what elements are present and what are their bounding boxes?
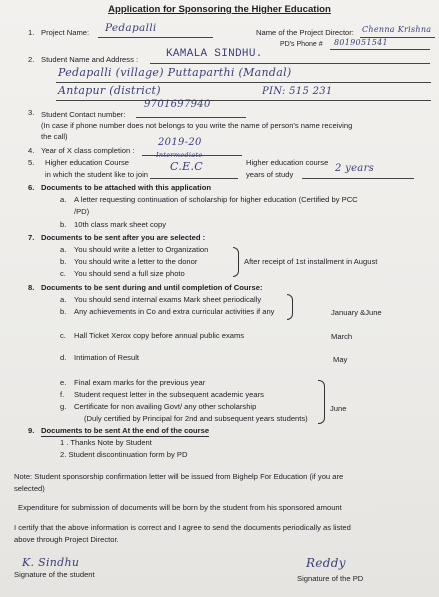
pd-phone-label: PD's Phone # — [280, 41, 323, 48]
section-8-a-text: You should send internal exams Mark sheet periodically — [74, 295, 262, 304]
course-years-value[interactable]: 2 years — [335, 163, 375, 174]
section-8-c-text: Hall Ticket Xerox copy before annual public exams — [74, 331, 245, 340]
student-name-line — [150, 63, 430, 64]
section-6-heading: Documents to be attached with this application — [41, 183, 212, 192]
section-7-c-letter: c. — [60, 269, 66, 278]
section-8-b-text: Any achievements in Co and extra curricular activities if any — [74, 307, 275, 316]
section-9-item-2: 2. Student discontinuation form by PD — [60, 450, 188, 459]
student-name-value[interactable]: KAMALA SINDHU. — [166, 48, 263, 60]
section-8-d-when: May — [333, 355, 348, 364]
project-director-label: Name of the Project Director: — [256, 28, 354, 37]
certification-statement-cont: above through Project Director. — [14, 535, 119, 544]
section-8-b-letter: b. — [60, 307, 67, 316]
form-title: Application for Sponsoring the Higher Education — [108, 4, 331, 15]
student-signature-value[interactable]: K. Sindhu — [22, 556, 80, 569]
section-8-e-text: Final exam marks for the previous year — [74, 378, 206, 387]
section-8-ab-brace — [287, 294, 293, 320]
contact-number-value[interactable]: 9701697940 — [144, 99, 211, 110]
section-8-efg-brace — [318, 380, 325, 424]
pd-signature-label: Signature of the PD — [297, 574, 364, 583]
section-5-number: 5. — [28, 158, 35, 167]
section-6-a-letter: a. — [60, 195, 67, 204]
section-3-number: 3. — [28, 108, 35, 117]
address-line-1 — [56, 82, 431, 83]
section-7-a-text: You should write a letter to Organization — [74, 245, 209, 254]
contact-number-note: (In case if phone number does not belongs to you write the name of person's name receiving — [41, 121, 353, 130]
x-class-year-value[interactable]: 2019-20 — [158, 137, 202, 148]
section-7-a-letter: a. — [60, 245, 67, 254]
confirmation-note-cont: selected) — [14, 484, 45, 493]
section-9-number: 9. — [28, 426, 35, 435]
section-8-c-when: March — [331, 332, 353, 341]
project-name-label: Project Name: — [41, 28, 90, 37]
section-8-d-letter: d. — [60, 353, 67, 362]
section-8-d-text: Intimation of Result — [74, 353, 139, 362]
section-8-e-letter: e. — [60, 378, 67, 387]
section-6-a-text: A letter requesting continuation of scholarship for higher education (Certified by PCC — [74, 195, 358, 204]
contact-number-label: Student Contact number: — [41, 110, 126, 119]
section-8-c-letter: c. — [60, 331, 66, 340]
course-years-label-2: years of study — [246, 170, 294, 179]
student-name-address-label: Student Name and Address : — [41, 55, 139, 64]
section-8-ab-when: January &June — [331, 308, 382, 317]
section-6-a-text-cont: /PD) — [74, 207, 90, 216]
contact-number-note-cont: the call) — [41, 132, 68, 141]
address-value-2[interactable]: Antapur (district) — [58, 84, 161, 97]
address-value-1[interactable]: Pedapalli (village) Puttaparthi (Mandal) — [58, 66, 292, 79]
address-line-2 — [56, 100, 431, 101]
confirmation-note: Note: Student sponsorship confirmation letter will be issued from Bighelp For Education (if you are — [14, 472, 344, 481]
pd-signature-value[interactable]: Reddy — [306, 556, 346, 570]
course-value[interactable]: C.E.C — [170, 160, 203, 173]
x-class-year-label: Year of X class completion : — [41, 146, 135, 155]
expenditure-note: Expenditure for submission of documents will be born by the student from his sponsored amount — [18, 503, 342, 512]
course-years-line — [302, 178, 414, 179]
section-1-number: 1. — [28, 28, 35, 37]
course-line — [150, 178, 238, 179]
section-8-a-letter: a. — [60, 295, 67, 304]
course-label-2: in which the student like to join — [45, 170, 148, 179]
project-director-value[interactable]: Chenna Krishna — [362, 25, 432, 34]
section-8-number: 8. — [28, 283, 35, 292]
pd-phone-value[interactable]: 8019051541 — [334, 38, 388, 47]
section-7-b-letter: b. — [60, 257, 67, 266]
section-8-g-letter: g. — [60, 402, 67, 411]
section-8-efg-when: June — [330, 404, 347, 413]
course-label-1: Higher education Course — [45, 158, 130, 167]
section-6-b-letter: b. — [60, 220, 67, 229]
project-name-line — [98, 37, 213, 38]
section-8-g-text: Certificate for non availing Govt/ any other scholarship — [74, 402, 257, 411]
section-7-heading: Documents to be sent after you are selected : — [41, 233, 206, 242]
section-8-f-letter: f. — [60, 390, 65, 399]
section-7-b-text: You should write a letter to the donor — [74, 257, 198, 266]
section-8-heading: Documents to be sent during and until completion of Course: — [41, 283, 263, 292]
section-7-number: 7. — [28, 233, 35, 242]
section-9-heading: Documents to be sent At the end of the course — [41, 426, 210, 435]
pd-phone-line — [330, 49, 430, 50]
contact-number-line — [136, 117, 246, 118]
section-7-c-text: You should send a full size photo — [74, 269, 185, 278]
section-7-brace — [233, 247, 239, 277]
section-7-note: After receipt of 1st installment in August — [244, 257, 378, 266]
section-8-g-text-cont: (Duly certified by Principal for 2nd and subsequent years students) — [84, 414, 308, 423]
certification-statement: I certify that the above information is correct and I agree to send the documents periodically as listed — [14, 523, 351, 532]
pin-code-value[interactable]: PIN: 515 231 — [262, 86, 333, 97]
student-signature-label: Signature of the student — [14, 570, 95, 579]
section-2-number: 2. — [28, 55, 35, 64]
course-value-top[interactable]: Intermediate — [156, 151, 203, 159]
project-name-value[interactable]: Pedapalli — [105, 22, 157, 34]
section-4-number: 4. — [28, 146, 35, 155]
section-9-item-1: 1 . Thanks Note by Student — [60, 438, 152, 447]
section-6-b-text: 10th class mark sheet copy — [74, 220, 167, 229]
section-6-number: 6. — [28, 183, 35, 192]
section-8-f-text: Student request letter in the subsequent academic years — [74, 390, 264, 399]
course-years-label-1: Higher education course — [246, 158, 329, 167]
